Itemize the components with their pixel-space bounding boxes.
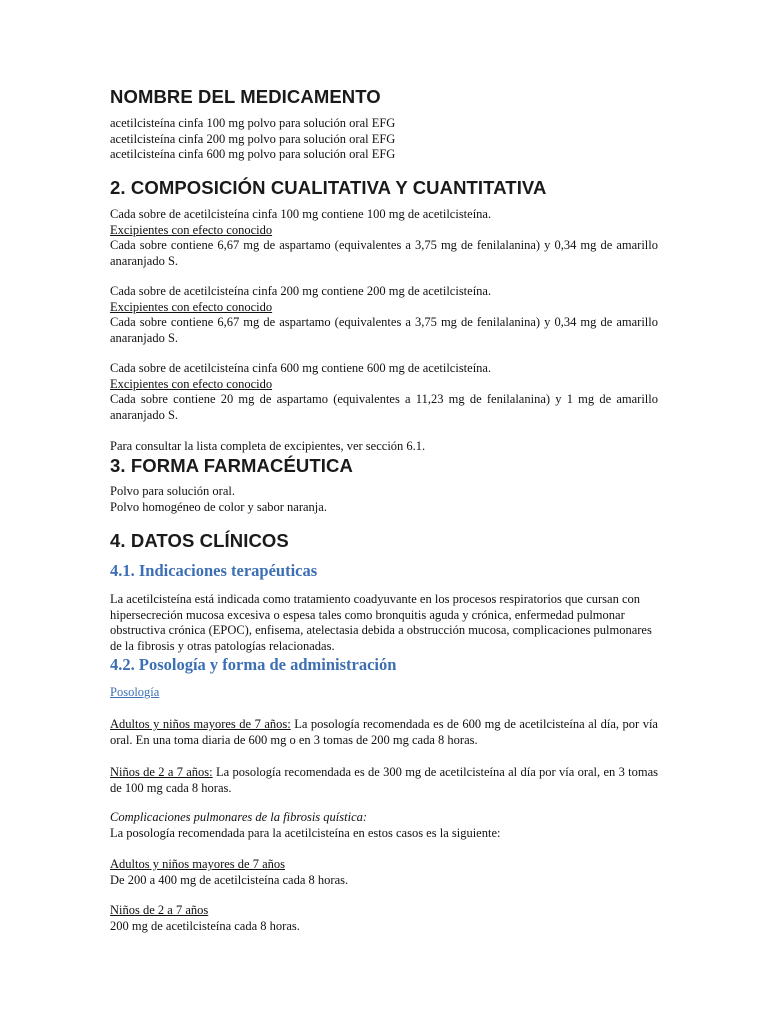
- subsection-heading-indicaciones: 4.1. Indicaciones terapéuticas: [110, 561, 318, 580]
- section-heading-datos: 4. DATOS CLÍNICOS: [110, 530, 289, 551]
- composition-block-100: [110, 207, 658, 269]
- medication-name-line: acetilcisteína cinfa 200 mg polvo para solución oral EFG: [110, 131, 396, 146]
- fibrosis-kids-text: 200 mg de acetilcisteína cada 8 horas.: [110, 918, 300, 933]
- excipients-label: Excipientes con efecto conocido: [110, 376, 273, 391]
- composition-block-200: [110, 284, 658, 346]
- medication-name-line: acetilcisteína cinfa 100 mg polvo para solución oral EFG: [110, 116, 396, 130]
- kids-label: Niños de 2 a 7 años:: [110, 765, 213, 779]
- composition-block-600: [110, 361, 658, 423]
- section-heading-composicion: 2. COMPOSICIÓN CUALITATIVA Y CUANTITATIVA: [110, 177, 547, 198]
- fibrosis-kids-label: Niños de 2 a 7 años: [110, 903, 209, 917]
- fibrosis-title: Complicaciones pulmonares de la fibrosis quística:: [110, 810, 368, 824]
- form-line: Polvo para solución oral.: [110, 484, 235, 498]
- section-heading-forma: 3. FORMA FARMACÉUTICA: [110, 455, 353, 476]
- fibrosis-adults-label: Adultos y niños mayores de 7 años: [110, 857, 285, 871]
- medication-name-line: acetilcisteína cinfa 600 mg polvo para solución oral EFG: [110, 147, 396, 161]
- adults-label: Adultos y niños mayores de 7 años:: [110, 717, 291, 731]
- fibrosis-adults-text: De 200 a 400 mg de acetilcisteína cada 8 horas.: [110, 872, 349, 887]
- composition-detail: Cada sobre contiene 6,67 mg de aspartamo (equivalentes a 3,75 mg de fenilalanina) y 0,34 mg de amarillo anaranjado S.: [110, 238, 658, 268]
- form-line: Polvo homogéneo de color y sabor naranja.: [110, 499, 327, 514]
- fibrosis-intro: La posología recomendada para la acetilcisteína en estos casos es la siguiente:: [110, 825, 501, 840]
- pharmaceutical-form: [110, 484, 658, 515]
- kids-text: La posología recomendada es de 300 mg de acetilcisteína al día por vía oral, en 3 tomas de 100 mg cada 8 horas.: [110, 765, 658, 795]
- posology-adults: [110, 717, 658, 748]
- posology-link-wrap: [110, 685, 658, 701]
- composition-detail: Cada sobre contiene 6,67 mg de aspartamo (equivalentes a 3,75 mg de fenilalanina) y 0,34 mg de amarillo anaranjado S.: [110, 315, 658, 345]
- fibrosis-adults: [110, 857, 658, 888]
- excipients-label: Excipientes con efecto conocido: [110, 299, 273, 314]
- excipients-footer: Para consultar la lista completa de excipientes, ver sección 6.1.: [110, 439, 426, 453]
- medication-names: [110, 116, 658, 163]
- composition-detail: Cada sobre contiene 20 mg de aspartamo (equivalentes a 11,23 mg de fenilalanina) y 1 mg de amarillo anaranjado S.: [110, 392, 658, 422]
- section-heading-nombre: NOMBRE DEL MEDICAMENTO: [110, 86, 381, 107]
- composition-intro: Cada sobre de acetilcisteína cinfa 200 mg contiene 200 mg de acetilcisteína.: [110, 284, 492, 298]
- posology-kids: [110, 765, 658, 796]
- fibrosis-block: [110, 810, 658, 841]
- adults-text: La posología recomendada es de 600 mg de acetilcisteína al día, por vía oral. En una toma diaria de 600 mg o en 3 tomas de 200 mg cada 8 horas.: [110, 717, 658, 747]
- indications-text: La acetilcisteína está indicada como tratamiento coadyuvante en los procesos respiratorios que cursan con hipersecreción mucosa excesiva o espesa tales como bronquitis aguda y crónica, enfermedad pulmonar obstructiva crónica (EPOC), enfisema, atelectasia debida a obstrucción mucosa, complicaciones pulmonares de la fibrosis y otras patologías relacionadas.: [110, 592, 652, 653]
- posology-link[interactable]: Posología: [110, 685, 160, 699]
- fibrosis-kids: [110, 903, 658, 934]
- composition-intro: Cada sobre de acetilcisteína cinfa 600 mg contiene 600 mg de acetilcisteína.: [110, 361, 492, 375]
- excipients-label: Excipientes con efecto conocido: [110, 222, 273, 237]
- subsection-heading-posologia: 4.2. Posología y forma de administración: [110, 655, 397, 674]
- composition-intro: Cada sobre de acetilcisteína cinfa 100 mg contiene 100 mg de acetilcisteína.: [110, 207, 492, 221]
